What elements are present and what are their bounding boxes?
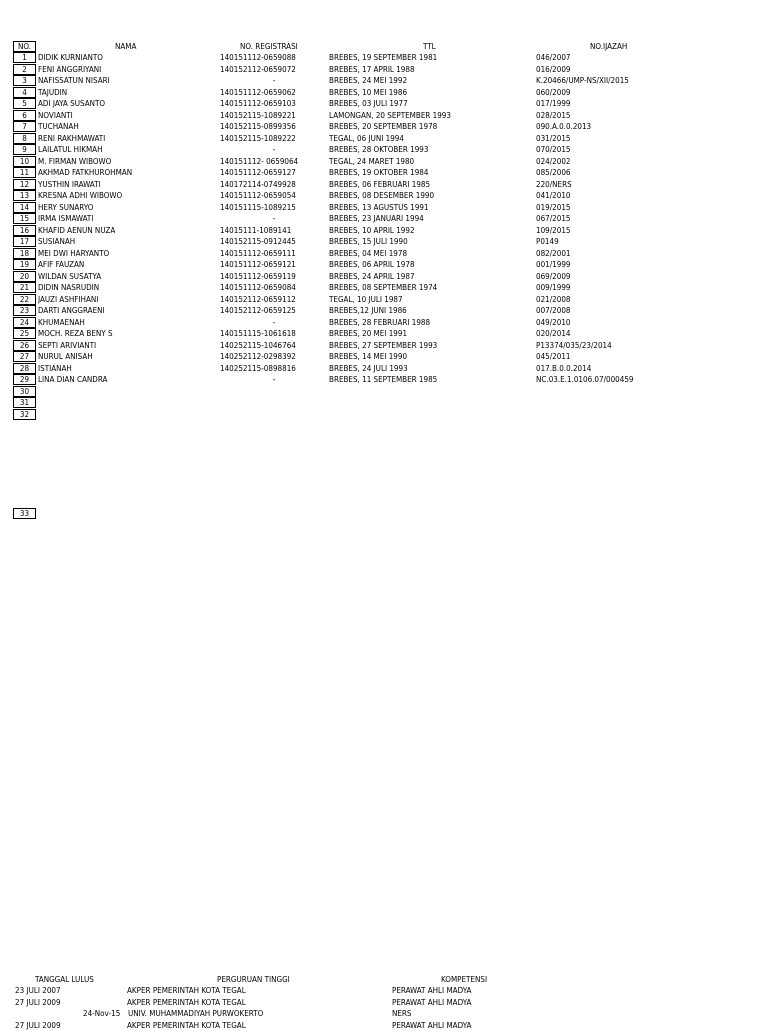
cell-ijazah: 028/2015 xyxy=(536,110,571,120)
cell-registrasi xyxy=(220,409,328,420)
footer-header-tanggal: TANGGAL LULUS xyxy=(35,975,94,984)
row-number: 12 xyxy=(13,179,36,190)
cell-nama: LINA DIAN CANDRA xyxy=(38,375,108,384)
cell-nama: TAJUDIN xyxy=(38,87,68,97)
cell-ijazah: 024/2002 xyxy=(536,156,571,166)
cell-registrasi: 140152112-0659112 xyxy=(220,294,296,304)
cell-ijazah: 220/NERS xyxy=(536,179,572,189)
footer-cell-kompetensi: PERAWAT AHLI MADYA xyxy=(392,986,472,995)
cell-registrasi: - xyxy=(272,145,276,154)
cell-nama: WILDAN SUSATYA xyxy=(38,271,102,281)
table-row xyxy=(0,374,768,385)
row-number: 13 xyxy=(13,190,36,201)
row-number: 31 xyxy=(13,397,36,408)
table-row xyxy=(0,363,768,374)
cell-ttl: BREBES, 24 MEI 1992 xyxy=(329,76,408,85)
table-row xyxy=(0,305,768,316)
cell-nama: JAUZI ASHFIHANI xyxy=(38,294,99,304)
table-row xyxy=(0,64,768,75)
row-number: 11 xyxy=(13,167,36,178)
row-number: 17 xyxy=(13,236,36,247)
table-row xyxy=(0,52,768,63)
cell-ttl: BREBES, 08 SEPTEMBER 1974 xyxy=(329,283,438,292)
row-number: 15 xyxy=(13,213,36,224)
cell-registrasi xyxy=(220,397,328,408)
table-row xyxy=(0,167,768,178)
cell-ijazah: 060/2009 xyxy=(536,87,571,97)
cell-ijazah: 021/2008 xyxy=(536,294,571,304)
cell-nama: ADI JAYA SUSANTO xyxy=(38,99,106,108)
cell-nama: YUSTHIN IRAWATI xyxy=(38,179,101,189)
cell-ttl: BREBES, 19 SEPTEMBER 1981 xyxy=(329,53,438,62)
header-ijazah: NO.IJAZAH xyxy=(590,42,628,51)
cell-nama: AFIF FAUZAN xyxy=(38,260,85,269)
cell-nama: RENI RAKHMAWATI xyxy=(38,133,106,143)
header-nama: NAMA xyxy=(115,42,137,51)
cell-registrasi: 14015111-1089141 xyxy=(220,225,292,235)
footer-cell-tanggal: 27 JULI 2009 xyxy=(15,1020,61,1030)
row-number: 6 xyxy=(13,110,36,121)
cell-registrasi: 140151112-0659088 xyxy=(220,53,296,62)
table-row xyxy=(0,98,768,109)
cell-ttl xyxy=(329,409,534,420)
footer-cell-tanggal: 27 JULI 2009 xyxy=(15,997,61,1007)
cell-ttl: BREBES, 24 APRIL 1987 xyxy=(329,271,415,281)
footer-header-pt: PERGURUAN TINGGI xyxy=(217,975,290,984)
cell-ijazah: 046/2007 xyxy=(536,53,571,62)
row-number: 32 xyxy=(13,409,36,420)
cell-ijazah: P0149 xyxy=(536,237,559,246)
cell-ijazah: 001/1999 xyxy=(536,260,571,269)
cell-registrasi: - xyxy=(272,375,276,384)
cell-ijazah: 070/2015 xyxy=(536,145,571,154)
table-row xyxy=(0,409,768,420)
cell-ttl: BREBES, 13 AGUSTUS 1991 xyxy=(329,202,429,212)
cell-ttl: TEGAL, 10 JULI 1987 xyxy=(329,294,403,304)
table-row xyxy=(0,121,768,132)
table-row xyxy=(0,282,768,293)
cell-ttl: BREBES, 20 MEI 1991 xyxy=(329,329,408,338)
cell-nama: KHAFID AENUN NUZA xyxy=(38,225,116,235)
table-row xyxy=(0,294,768,305)
table-row xyxy=(0,202,768,213)
cell-registrasi: 140151112-0659121 xyxy=(220,260,296,269)
cell-ijazah: P13374/035/23/2014 xyxy=(536,340,612,350)
cell-ttl: BREBES, 17 APRIL 1988 xyxy=(329,64,415,74)
cell-nama: MEI DWI HARYANTO xyxy=(38,248,110,258)
row-number: 24 xyxy=(13,317,36,328)
table-row xyxy=(0,271,768,282)
cell-ttl: BREBES, 23 JANUARI 1994 xyxy=(329,214,424,223)
row-number: 10 xyxy=(13,156,36,167)
cell-nama xyxy=(38,409,218,420)
header-registrasi: NO. REGISTRASI xyxy=(240,42,298,51)
cell-ttl: BREBES, 06 APRIL 1978 xyxy=(329,260,415,269)
cell-ijazah: K.20466/UMP-NS/XII/2015 xyxy=(536,76,629,85)
row-number: 25 xyxy=(13,328,36,339)
cell-ttl: BREBES, 19 OKTOBER 1984 xyxy=(329,168,429,177)
cell-registrasi xyxy=(220,386,328,397)
cell-ijazah: 020/2014 xyxy=(536,329,571,338)
cell-ttl: LAMONGAN, 20 SEPTEMBER 1993 xyxy=(329,110,451,120)
cell-registrasi: - xyxy=(272,317,276,327)
cell-ijazah: 041/2010 xyxy=(536,191,571,200)
cell-registrasi: 140152112-0659125 xyxy=(220,306,296,315)
cell-ijazah: NC.03.E.1.0106.07/000459 xyxy=(536,375,634,384)
cell-nama: KRESNA ADHI WIBOWO xyxy=(38,191,123,200)
cell-ttl: BREBES, 15 JULI 1990 xyxy=(329,237,408,246)
row-number: 7 xyxy=(13,121,36,132)
cell-registrasi: 140151115-1061618 xyxy=(220,329,296,338)
footer-cell-tanggal: 24-Nov-15 xyxy=(83,1009,121,1018)
row-number: 18 xyxy=(13,248,36,259)
cell-ttl: BREBES, 08 DESEMBER 1990 xyxy=(329,191,435,200)
table-row xyxy=(0,236,768,247)
footer-cell-pt: AKPER PEMERINTAH KOTA TEGAL xyxy=(127,997,246,1007)
cell-ijazah: 049/2010 xyxy=(536,317,571,327)
table-row xyxy=(0,225,768,236)
cell-registrasi: 140151112-0659127 xyxy=(220,168,296,177)
cell-registrasi: 140152115-1089222 xyxy=(220,133,296,143)
row-number: 16 xyxy=(13,225,36,236)
cell-nama: ISTIANAH xyxy=(38,363,72,373)
table-row xyxy=(0,317,768,328)
cell-ttl: TEGAL, 24 MARET 1980 xyxy=(329,156,415,166)
table-row xyxy=(0,156,768,167)
row-number: 29 xyxy=(13,374,36,385)
footer-cell-pt: AKPER PEMERINTAH KOTA TEGAL xyxy=(127,1020,246,1030)
cell-nama: TUCHANAH xyxy=(38,122,79,131)
row-number: 8 xyxy=(13,133,36,144)
cell-ijazah: 082/2001 xyxy=(536,248,571,258)
cell-registrasi: 140151112-0659084 xyxy=(220,283,296,292)
footer-cell-tanggal: 23 JULI 2007 xyxy=(15,986,61,995)
table-row xyxy=(0,397,768,408)
cell-registrasi: - xyxy=(272,76,276,85)
table-row xyxy=(0,248,768,259)
row-number: 21 xyxy=(13,282,36,293)
row-number: 27 xyxy=(13,351,36,362)
row-number: 2 xyxy=(13,64,36,75)
cell-ijazah: 009/1999 xyxy=(536,283,571,292)
cell-nama: NURUL ANISAH xyxy=(38,352,93,361)
cell-nama: DARTI ANGGRAENI xyxy=(38,306,105,315)
cell-ttl: BREBES, 04 MEI 1978 xyxy=(329,248,408,258)
footer-cell-kompetensi: PERAWAT AHLI MADYA xyxy=(392,1020,472,1030)
cell-ttl xyxy=(329,397,534,408)
table-row xyxy=(0,213,768,224)
cell-ttl: BREBES, 24 JULI 1993 xyxy=(329,363,408,373)
table-row xyxy=(0,328,768,339)
table-row xyxy=(0,110,768,121)
cell-ijazah: 045/2011 xyxy=(536,352,571,361)
footer-cell-kompetensi: PERAWAT AHLI MADYA xyxy=(392,997,472,1007)
cell-nama: DIDIK KURNIANTO xyxy=(38,53,103,62)
table-row xyxy=(0,190,768,201)
table-row xyxy=(0,179,768,190)
cell-nama xyxy=(38,386,218,397)
row-number: 26 xyxy=(13,340,36,351)
cell-registrasi: - xyxy=(272,214,276,223)
row-number: 5 xyxy=(13,98,36,109)
row-number: 23 xyxy=(13,305,36,316)
cell-nama: SUSIANAH xyxy=(38,237,76,246)
cell-ttl: BREBES, 10 APRIL 1992 xyxy=(329,225,415,235)
cell-registrasi: 140151112- 0659064 xyxy=(220,156,299,166)
cell-ttl: BREBES, 06 FEBRUARI 1985 xyxy=(329,179,431,189)
cell-nama: SEPTI ARIVIANTI xyxy=(38,340,97,350)
row-number: 1 xyxy=(13,52,36,63)
table-row xyxy=(0,340,768,351)
cell-registrasi: 140252115-1046764 xyxy=(220,340,296,350)
cell-ttl: TEGAL, 06 JUNI 1994 xyxy=(329,133,404,143)
row-number: 19 xyxy=(13,259,36,270)
footer-header-kompetensi: KOMPETENSI xyxy=(441,975,488,984)
row-number: 14 xyxy=(13,202,36,213)
cell-ijazah: 069/2009 xyxy=(536,271,571,281)
cell-nama: AKHMAD FATKHUROHMAN xyxy=(38,168,133,177)
cell-registrasi: 140151112-0659062 xyxy=(220,87,296,97)
cell-registrasi: 140151112-0659111 xyxy=(220,248,296,258)
cell-ijazah: 085/2006 xyxy=(536,168,571,177)
table-row xyxy=(0,144,768,155)
footer-cell-kompetensi: NERS xyxy=(392,1009,412,1018)
header-no: NO. xyxy=(13,41,36,52)
row-number: 3 xyxy=(13,75,36,86)
cell-ijazah: 019/2015 xyxy=(536,202,571,212)
table-row xyxy=(0,87,768,98)
header-ttl: TTL xyxy=(423,42,436,51)
cell-nama: NAFISSATUN NISARI xyxy=(38,76,110,85)
row-number: 4 xyxy=(13,87,36,98)
cell-registrasi: 140172114-0749928 xyxy=(220,179,296,189)
cell-ijazah xyxy=(536,397,736,408)
cell-ijazah: 016/2009 xyxy=(536,64,571,74)
table-row xyxy=(0,386,768,397)
cell-nama: IRMA ISMAWATI xyxy=(38,214,94,223)
footer-cell-pt: UNIV. MUHAMMADIYAH PURWOKERTO xyxy=(128,1009,264,1018)
cell-ijazah: 090.A.0.0.2013 xyxy=(536,122,592,131)
cell-ijazah xyxy=(536,386,736,397)
cell-nama: NOVIANTI xyxy=(38,110,73,120)
cell-nama: M. FIRMAN WIBOWO xyxy=(38,156,112,166)
cell-ijazah: 031/2015 xyxy=(536,133,571,143)
cell-ttl: BREBES, 11 SEPTEMBER 1985 xyxy=(329,375,438,384)
row-number: 20 xyxy=(13,271,36,282)
table-row xyxy=(0,133,768,144)
cell-nama xyxy=(38,397,218,408)
row-number-extra: 33 xyxy=(13,508,36,519)
cell-registrasi: 140152115-1089221 xyxy=(220,110,296,120)
cell-registrasi: 140151112-0659054 xyxy=(220,191,296,200)
cell-registrasi: 140152115-0899356 xyxy=(220,122,296,131)
cell-ijazah: 109/2015 xyxy=(536,225,571,235)
cell-registrasi: 140252112-0298392 xyxy=(220,352,296,361)
cell-ttl: BREBES, 14 MEI 1990 xyxy=(329,352,408,361)
cell-nama: DIDIN NASRUDIN xyxy=(38,283,100,292)
cell-ttl: BREBES, 28 OKTOBER 1993 xyxy=(329,145,429,154)
table-row xyxy=(0,259,768,270)
row-number: 28 xyxy=(13,363,36,374)
cell-ttl: BREBES, 28 FEBRUARI 1988 xyxy=(329,317,431,327)
row-number: 30 xyxy=(13,386,36,397)
cell-ijazah: 007/2008 xyxy=(536,306,571,315)
cell-registrasi: 140252115-0898816 xyxy=(220,363,296,373)
cell-registrasi: 140152112-0659072 xyxy=(220,64,296,74)
table-row xyxy=(0,75,768,86)
cell-registrasi: 140151112-0659119 xyxy=(220,271,296,281)
cell-registrasi: 140151115-1089215 xyxy=(220,202,296,212)
cell-ijazah xyxy=(536,409,736,420)
table-row xyxy=(0,351,768,362)
cell-ijazah: 017.B.0.0.2014 xyxy=(536,363,592,373)
cell-nama: KHUMAENAH xyxy=(38,317,85,327)
cell-ttl xyxy=(329,386,534,397)
cell-nama: HERY SUNARYO xyxy=(38,202,94,212)
cell-nama: LAILATUL HIKMAH xyxy=(38,145,103,154)
cell-nama: MOCH. REZA BENY S xyxy=(38,329,113,338)
cell-ijazah: 067/2015 xyxy=(536,214,571,223)
row-number: 22 xyxy=(13,294,36,305)
cell-ttl: BREBES, 20 SEPTEMBER 1978 xyxy=(329,122,438,131)
cell-registrasi: 140151112-0659103 xyxy=(220,99,296,108)
cell-ijazah: 017/1999 xyxy=(536,99,571,108)
row-number: 9 xyxy=(13,144,36,155)
cell-registrasi: 140152115-0912445 xyxy=(220,237,296,246)
footer-cell-pt: AKPER PEMERINTAH KOTA TEGAL xyxy=(127,986,246,995)
cell-ttl: BREBES, 27 SEPTEMBER 1993 xyxy=(329,340,438,350)
cell-ttl: BREBES, 03 JULI 1977 xyxy=(329,99,408,108)
cell-nama: FENI ANGGRIYANI xyxy=(38,64,102,74)
cell-ttl: BREBES,12 JUNI 1986 xyxy=(329,306,407,315)
cell-ttl: BREBES, 10 MEI 1986 xyxy=(329,87,408,97)
